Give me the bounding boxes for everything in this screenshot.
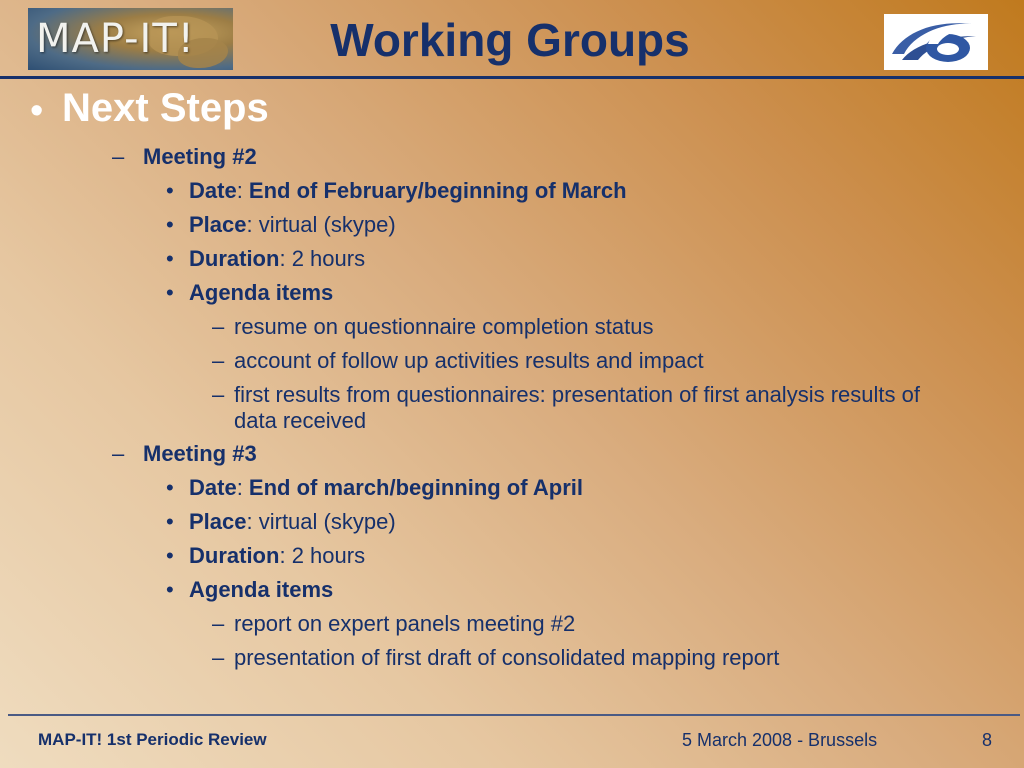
header-divider xyxy=(0,76,1024,79)
dash-icon: – xyxy=(112,441,125,466)
dash-icon: – xyxy=(212,314,225,339)
bullet-icon: • xyxy=(166,212,174,237)
agenda-item-text: report on expert panels meeting #2 xyxy=(234,611,576,636)
duration-key: Duration xyxy=(189,543,280,568)
agenda-label: Agenda items xyxy=(189,280,334,305)
bullet-icon: • xyxy=(166,178,174,203)
bullet-icon: • xyxy=(166,577,174,602)
agenda-item-text: account of follow up activities results and impact xyxy=(234,348,704,373)
footer-divider xyxy=(8,714,1020,716)
bullet-icon: • xyxy=(166,246,174,271)
duration-key: Duration xyxy=(189,246,280,271)
place-value: virtual (skype) xyxy=(258,509,396,534)
place-key: Place xyxy=(189,212,247,237)
fp6-logo-icon xyxy=(884,14,988,70)
map-it-logo xyxy=(28,8,233,70)
map-it-logo-text: MAP-IT! xyxy=(36,16,195,62)
bullet-icon: • xyxy=(30,90,44,132)
place-key: Place xyxy=(189,509,247,534)
agenda-item-text: first results from questionnaires: presentation of first analysis results of data received xyxy=(234,382,920,433)
date-value: End of February/beginning of March xyxy=(248,178,627,203)
date-key: Date xyxy=(189,178,237,203)
dash-icon: – xyxy=(212,382,225,407)
date-value: End of march/beginning of April xyxy=(248,475,583,500)
agenda-item-text: presentation of first draft of consolidated mapping report xyxy=(234,645,780,670)
date-key: Date xyxy=(189,475,237,500)
dash-icon: – xyxy=(112,144,125,169)
place-value: virtual (skype) xyxy=(258,212,396,237)
agenda-item-text: resume on questionnaire completion status xyxy=(234,314,654,339)
bullet-icon: • xyxy=(166,280,174,305)
footer-date: 5 March 2008 - Brussels xyxy=(682,730,878,750)
agenda-label: Agenda items xyxy=(189,577,334,602)
bullet-icon: • xyxy=(166,543,174,568)
dash-icon: – xyxy=(212,348,225,373)
bullet-icon: • xyxy=(166,509,174,534)
page-title: Working Groups xyxy=(330,14,690,66)
duration-value: 2 hours xyxy=(291,246,366,271)
bullet-icon: • xyxy=(166,475,174,500)
footer-title: MAP-IT! 1st Periodic Review xyxy=(38,730,267,749)
meeting-label: Meeting #3 xyxy=(143,441,257,466)
meeting-label: Meeting #2 xyxy=(143,144,257,169)
page-number: 8 xyxy=(982,730,993,750)
dash-icon: – xyxy=(212,611,225,636)
duration-value: 2 hours xyxy=(291,543,366,568)
dash-icon: – xyxy=(212,645,225,670)
section-heading: Next Steps xyxy=(62,86,269,130)
